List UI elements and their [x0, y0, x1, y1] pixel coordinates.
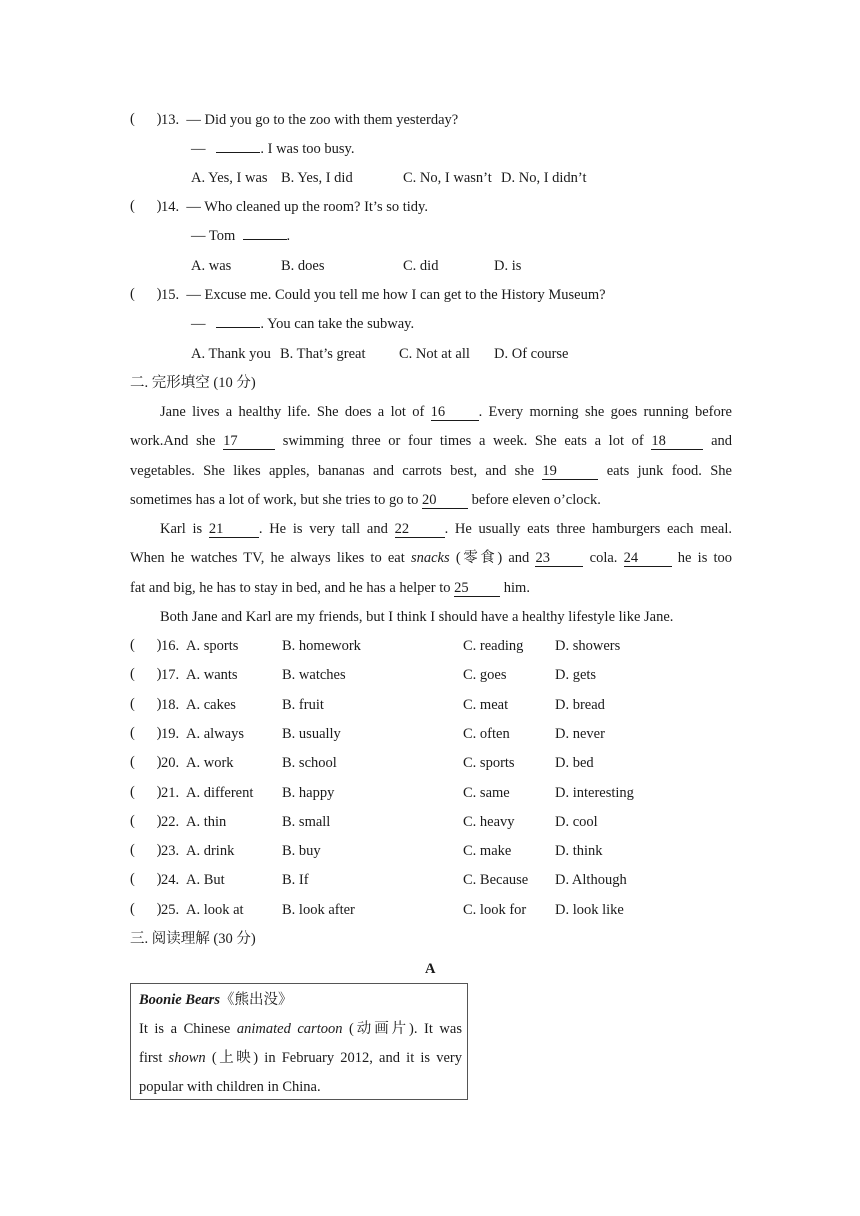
option-a: A. Yes, I was [191, 170, 268, 186]
answer-paren[interactable]: ( ) [130, 783, 162, 800]
option-c: C. sports [463, 755, 515, 772]
option-b: B. does [281, 258, 325, 274]
section-heading-cloze: 二. 完形填空 (10 分) [130, 375, 256, 391]
question-number: 15. [161, 287, 180, 303]
reading-part-label: A [425, 961, 436, 977]
option-a: A. But [186, 872, 225, 889]
option-a: A. look at [186, 901, 244, 918]
answer-paren[interactable]: ( ) [130, 666, 162, 683]
cloze-blank-20[interactable]: 20 [422, 493, 468, 509]
option-b: B. That’s great [280, 346, 366, 362]
option-d: D. is [494, 258, 522, 274]
option-c: C. did [403, 258, 439, 274]
passage-line-3: popular with children in China. [139, 1079, 321, 1095]
cloze-blank-21[interactable]: 21 [209, 522, 259, 538]
cloze-paragraph-2: Karl is 21 . He is very tall and 22 . He usually eats three hamburgers each meal. When he watches TV, he always likes to eat snacks (零食) and 23 cola. 24 he is too fat and big, he has to stay in bed, and he has a helper to 25 him. [130, 521, 733, 596]
answer-line-13: — . I was too busy. [191, 141, 355, 157]
answer-paren[interactable]: ( ) [130, 637, 162, 653]
answer-paren[interactable]: ( ) [130, 842, 162, 859]
option-c: C. Not at all [399, 346, 470, 362]
option-b: B. usually [282, 725, 341, 742]
option-b: B. If [282, 872, 309, 889]
answer-blank[interactable] [216, 152, 260, 153]
option-d: D. look like [555, 901, 624, 918]
option-d: D. gets [555, 667, 597, 684]
question-number: 20. [161, 755, 180, 772]
question-number: 19. [161, 725, 180, 742]
answer-paren[interactable]: ( ) [130, 900, 162, 917]
option-b: B. school [282, 755, 337, 772]
option-d: D. Of course [494, 346, 569, 362]
option-c: C. meat [463, 696, 509, 713]
cloze-blank-23[interactable]: 23 [535, 551, 583, 567]
option-b: B. fruit [282, 696, 324, 713]
answer-blank[interactable] [243, 239, 287, 240]
option-b: B. homework [282, 638, 361, 654]
option-d: D. Although [555, 872, 627, 889]
cloze-blank-24[interactable]: 24 [624, 551, 672, 567]
option-c: C. often [463, 725, 510, 742]
question-number: 22. [161, 813, 180, 830]
option-a: A. wants [186, 667, 238, 684]
option-c: C. No, I wasn’t [403, 170, 492, 186]
question-15 [161, 286, 606, 304]
cloze-blank-18[interactable]: 18 [651, 434, 703, 450]
answer-paren[interactable]: ( ) [130, 695, 162, 712]
cloze-paragraph-1: Jane lives a healthy life. She does a lot of 16 . Every morning she goes running before work.And she 17 swimming three or four times a week. She eats a lot of 18 and vegetables. She likes apples, bananas and carrots best, and she 19 eats junk food. She sometimes has a lot of work, but she tries to go to 20 before eleven o’clock. [130, 404, 733, 508]
option-c: C. make [463, 843, 512, 860]
question-number: 18. [161, 696, 180, 713]
option-a: A. work [186, 755, 234, 772]
option-b: B. look after [282, 901, 355, 918]
option-b: B. buy [282, 843, 321, 860]
reading-passage-box [130, 983, 468, 1100]
passage-line-1: It is a Chinese animated cartoon (动画片). It was [139, 1021, 462, 1037]
question-number: 14. [161, 199, 180, 215]
option-a: A. Thank you [191, 346, 271, 362]
question-13 [161, 111, 458, 129]
option-b: B. small [282, 813, 331, 830]
option-a: A. different [186, 784, 254, 801]
option-a: A. always [186, 725, 244, 742]
option-d: D. cool [555, 813, 598, 830]
option-b: B. watches [282, 667, 346, 684]
question-number: 17. [161, 667, 180, 684]
section-heading-reading: 三. 阅读理解 (30 分) [130, 931, 256, 947]
question-text: — Did you go to the zoo with them yesterday? [186, 112, 459, 128]
cloze-blank-25[interactable]: 25 [454, 581, 500, 597]
answer-line-15: — . You can take the subway. [191, 316, 415, 332]
question-number: 23. [161, 843, 180, 860]
answer-paren-15[interactable]: ( ) [130, 286, 162, 302]
cloze-blank-16[interactable]: 16 [431, 405, 479, 421]
option-b: B. Yes, I did [281, 170, 353, 186]
option-d: D. interesting [555, 784, 634, 801]
option-d: D. showers [555, 638, 621, 654]
passage-line-2: first shown (上映) in February 2012, and it is very [139, 1050, 463, 1066]
option-a: A. cakes [186, 696, 236, 713]
cloze-blank-22[interactable]: 22 [395, 522, 445, 538]
option-c: C. goes [463, 667, 507, 684]
answer-line-14: — Tom . [191, 228, 291, 244]
answer-paren[interactable]: ( ) [130, 754, 162, 771]
option-c: C. heavy [463, 813, 515, 830]
cloze-blank-17[interactable]: 17 [223, 434, 275, 450]
question-number: 25. [161, 901, 180, 918]
question-number: 16. [161, 638, 180, 654]
option-a: A. sports [186, 638, 239, 654]
option-d: D. never [555, 725, 605, 742]
option-c: C. look for [463, 901, 527, 918]
cloze-blank-19[interactable]: 19 [542, 464, 598, 480]
question-number: 21. [161, 784, 180, 801]
passage-title: Boonie Bears《熊出没》 [139, 992, 293, 1008]
answer-blank[interactable] [216, 327, 260, 328]
option-d: D. No, I didn’t [501, 170, 587, 186]
option-d: D. bed [555, 755, 594, 772]
question-number: 13. [161, 112, 180, 128]
answer-paren-13[interactable]: ( ) [130, 111, 162, 127]
answer-paren[interactable]: ( ) [130, 812, 162, 829]
option-a: A. drink [186, 843, 235, 860]
answer-paren-14[interactable]: ( ) [130, 198, 162, 214]
cloze-paragraph-3: Both Jane and Karl are my friends, but I think I should have a healthy lifestyle like Jane. [160, 609, 674, 625]
option-a: A. was [191, 258, 232, 274]
option-c: C. same [463, 784, 510, 801]
option-b: B. happy [282, 784, 335, 801]
option-d: D. think [555, 843, 603, 860]
question-text: — Excuse me. Could you tell me how I can get to the History Museum? [186, 287, 606, 303]
answer-paren[interactable]: ( ) [130, 724, 162, 741]
answer-paren[interactable]: ( ) [130, 871, 162, 888]
option-d: D. bread [555, 696, 605, 713]
question-number: 24. [161, 872, 180, 889]
question-14 [161, 198, 428, 216]
option-c: C. reading [463, 638, 524, 654]
option-a: A. thin [186, 813, 227, 830]
question-text: — Who cleaned up the room? It’s so tidy. [186, 199, 428, 215]
option-c: C. Because [463, 872, 529, 889]
